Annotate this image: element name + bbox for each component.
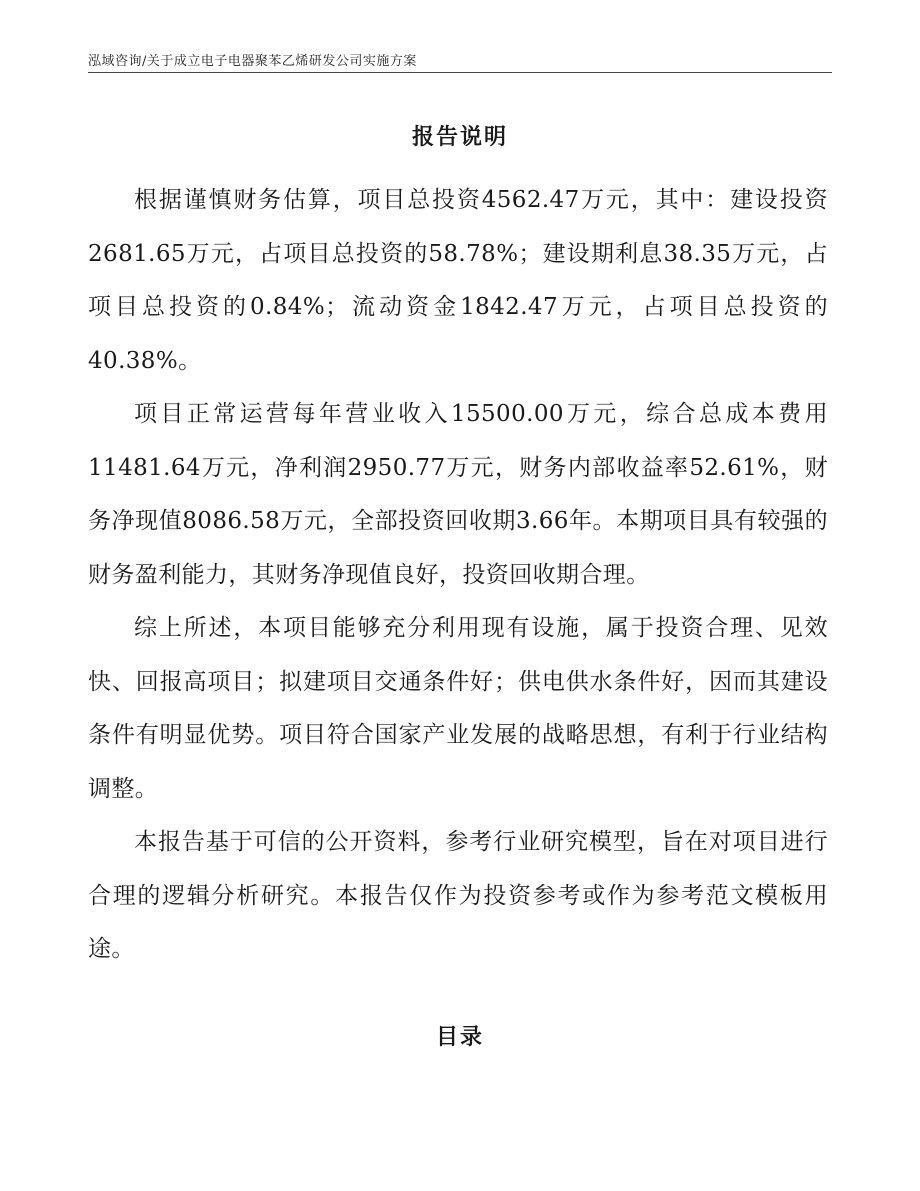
paragraph-summary: 综上所述，本项目能够充分利用现有设施，属于投资合理、见效快、回报高项目；拟建项目交通条件好；供电供水条件好，因而其建设条件有明显优势。项目符合国家产业发展的战略思想，有利于行业结构调整。: [88, 615, 828, 802]
toc-title: 目录: [435, 1025, 484, 1050]
paragraph-investment: 根据谨慎财务估算，项目总投资4562.47万元，其中：建设投资2681.65万元，占项目总投资的58.78%；建设期利息38.35万元，占项目总投资的0.84%；流动资金1842.47万元，占项目总投资的40.38%。: [88, 187, 828, 374]
report-title: 报告说明: [411, 125, 508, 150]
running-header: 泓域咨询/关于成立电子电器聚苯乙烯研发公司实施方案: [88, 54, 417, 69]
paragraph-disclaimer: 本报告基于可信的公开资料，参考行业研究模型，旨在对项目进行合理的逻辑分析研究。本报告仅作为投资参考或作为参考范文模板用途。: [88, 829, 828, 962]
paragraph-revenue: 项目正常运营每年营业收入15500.00万元，综合总成本费用11481.64万元，净利润2950.77万元，财务内部收益率52.61%，财务净现值8086.58万元，全部投资回收期3.66年。本期项目具有较强的财务盈利能力，其财务净现值良好，投资回收期合理。: [88, 401, 828, 588]
header-divider: [88, 72, 832, 73]
report-body: [88, 174, 828, 977]
